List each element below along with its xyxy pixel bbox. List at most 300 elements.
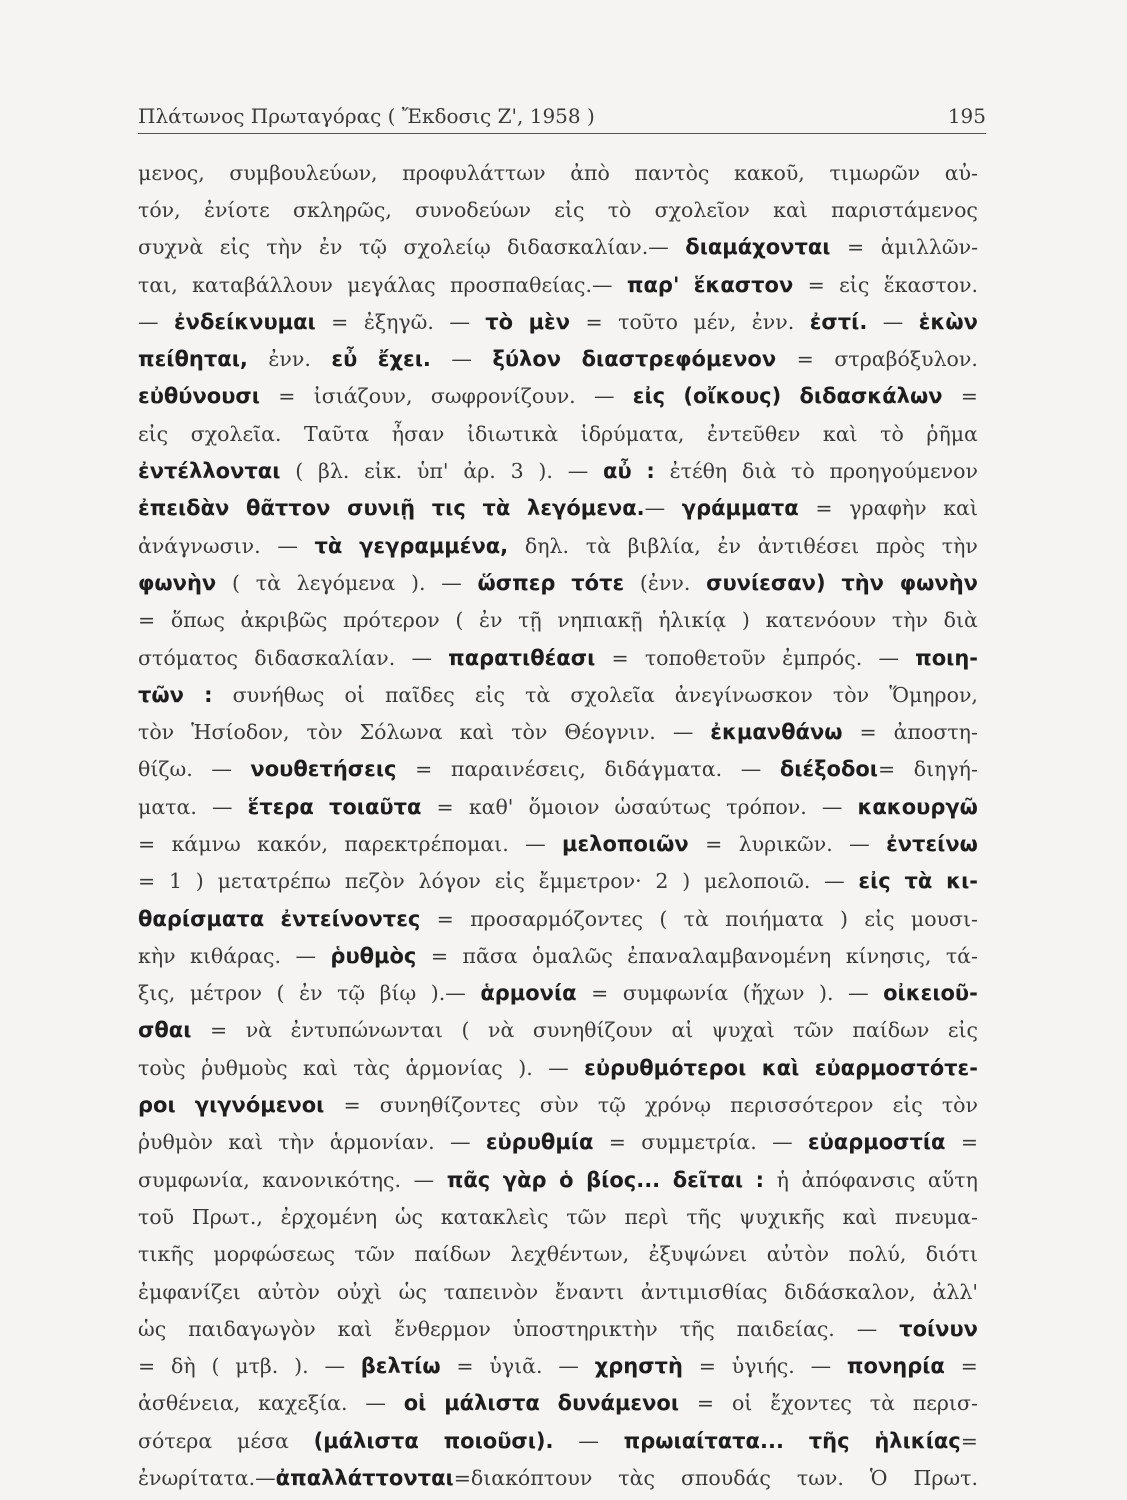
gloss-word: σχολεῖα. <box>190 421 282 446</box>
gloss-word: σὺν <box>539 1093 579 1118</box>
gloss-word: τά- <box>945 943 978 968</box>
text-line <box>138 825 978 862</box>
gloss-word: τῶν <box>566 1204 607 1229</box>
lemma-term: τὰ <box>314 533 343 558</box>
text-line <box>138 639 978 676</box>
gloss-word: τρόπον. <box>726 794 807 819</box>
gloss-word: παραινέσεις, <box>450 757 586 782</box>
gloss-word: χρόνῳ <box>645 1093 712 1118</box>
lemma-term: λεγόμενα. <box>527 496 645 521</box>
gloss-word: — <box>525 831 546 856</box>
gloss-word: = <box>591 981 609 1006</box>
word-group <box>527 496 665 520</box>
gloss-word: συμφωνία <box>622 981 729 1006</box>
gloss-word: καὶ <box>228 1130 264 1155</box>
gloss-word: = <box>430 943 449 968</box>
gloss-word: καὶ <box>337 1316 373 1341</box>
lemma-term: συνιῇ <box>347 496 416 521</box>
gloss-word: αὐτὸν <box>257 1279 320 1304</box>
gloss-word: ) <box>682 869 691 894</box>
lemma-term: δυνάμενοι <box>557 1391 680 1416</box>
lemma-term: τοιαῦτα <box>328 794 422 819</box>
gloss-word: παίδων <box>852 1018 930 1043</box>
gloss-word: ἐντυπώνωνται <box>290 1018 443 1043</box>
gloss-word: = <box>415 757 433 782</box>
gloss-word: ἀνεγίνωσκον <box>674 682 813 707</box>
gloss-word: γραφὴν <box>849 496 927 521</box>
gloss-word: τῷ <box>337 981 366 1006</box>
lemma-term: ὁ <box>559 1167 574 1192</box>
gloss-word: καθ' <box>468 794 514 819</box>
gloss-word: (ἐνν. <box>639 570 691 595</box>
gloss-word: στόματος <box>138 645 239 670</box>
header-rule <box>138 133 986 134</box>
lemma-term: : <box>646 459 655 484</box>
gloss-word: — <box>772 1130 793 1155</box>
gloss-word: των. <box>796 1466 844 1491</box>
gloss-word: μελοποιῶ. <box>703 869 811 894</box>
gloss-word: οἱ <box>344 682 365 707</box>
gloss-word: δηλ. <box>524 533 570 558</box>
lemma-term: ποιη- <box>915 645 978 670</box>
gloss-word: — <box>882 309 904 334</box>
text-line <box>138 900 978 937</box>
lemma-term: θᾶττον <box>246 496 331 521</box>
gloss-word: μέσα <box>237 1428 289 1453</box>
gloss-word: — <box>849 831 870 856</box>
gloss-word: τῆς <box>679 1316 715 1341</box>
gloss-word: αὐ- <box>944 160 978 185</box>
lemma-term: ἐπειδὰν <box>138 496 230 521</box>
lemma-term: παρ' <box>626 272 680 297</box>
gloss-word: ἀκριβῶς <box>240 608 328 633</box>
gloss-word: ἐντεῦθεν <box>707 421 801 446</box>
gloss-word: ἐνν. <box>268 347 311 372</box>
gloss-word: δὴ <box>171 1354 196 1379</box>
gloss-word: = <box>705 831 723 856</box>
text-line <box>138 1049 978 1086</box>
lemma-term: ἐντείνω <box>886 831 978 856</box>
gloss-word: ). <box>518 1055 533 1080</box>
gloss-word: ἰδιωτικὰ <box>466 421 559 446</box>
gloss-word: ὡσαύτως <box>614 794 712 819</box>
gloss-word: οὐχὶ <box>336 1279 382 1304</box>
text-line <box>138 1012 978 1049</box>
lemma-term: διδασκάλων <box>799 384 943 409</box>
gloss-word: εἰς <box>892 1093 923 1118</box>
lemma-term: εὖ <box>331 347 358 372</box>
gloss-word: διδάγματα. <box>604 757 723 782</box>
gloss-word: =διακόπτουν <box>453 1466 593 1491</box>
gloss-word: ἐνν. <box>751 309 795 334</box>
gloss-word: ἁρμονίαν. <box>329 1130 435 1155</box>
lemma-term: εἰς <box>632 384 666 409</box>
gloss-word: ἐν <box>478 608 503 633</box>
gloss-word: ( <box>276 981 285 1006</box>
lemma-term: ἕκαστον <box>693 272 794 297</box>
gloss-word: τοῦ <box>138 1204 175 1229</box>
gloss-word: τοποθετοῦν <box>644 645 766 670</box>
gloss-word: καὶ <box>459 720 495 745</box>
gloss-word: μετατρέπω <box>217 869 331 894</box>
gloss-word: τὴν <box>891 608 929 633</box>
lemma-term: συνίεσαν) <box>706 570 826 595</box>
lemma-term: τις <box>431 496 466 521</box>
lemma-term: : <box>204 682 213 707</box>
gloss-word: εἰς <box>219 235 250 260</box>
gloss-word: καὶ <box>943 496 978 521</box>
lemma-term: τὸ <box>485 309 514 334</box>
gloss-word: ) <box>741 608 750 633</box>
gloss-word: = <box>815 496 833 521</box>
lemma-term: εὐθύνουσι <box>138 384 260 409</box>
gloss-word: βλ. <box>318 459 350 484</box>
text-line <box>138 1086 978 1123</box>
lemma-term: ἔχει. <box>377 347 431 372</box>
gloss-word: κιθάρας. <box>190 943 281 968</box>
lemma-term: πονηρία <box>846 1354 945 1379</box>
gloss-word: ἀνάγνωσιν. <box>138 533 261 558</box>
gloss-word: τὰ <box>585 533 611 558</box>
gloss-word: — <box>413 1167 435 1192</box>
lemma-term: τὰ <box>904 869 933 894</box>
gloss-word: θίζω. <box>138 757 193 782</box>
gloss-word: ὡς <box>398 1279 427 1304</box>
gloss-word: ὑγιᾶ. <box>489 1354 543 1379</box>
lemma-term: τὴν <box>841 570 884 595</box>
gloss-word: = <box>960 1354 978 1379</box>
gloss-word: Ὁ <box>869 1466 888 1491</box>
gloss-word: παρεκτρέπομαι. <box>344 831 509 856</box>
gloss-word: ἀπὸ <box>570 160 610 185</box>
gloss-word: μουσι- <box>910 906 978 931</box>
lemma-term: φωνὴν <box>138 570 217 595</box>
gloss-word: — <box>593 384 615 409</box>
gloss-word: ὡς <box>394 1204 424 1229</box>
gloss-word: εἰς <box>839 272 870 297</box>
text-line <box>138 1198 978 1235</box>
gloss-word: διδασκαλίαν.— <box>507 235 669 260</box>
gloss-word: εἰκ. <box>364 459 403 484</box>
gloss-word: τὴν <box>266 235 303 260</box>
gloss-word: διὰ <box>742 459 777 484</box>
text-line <box>138 1161 978 1198</box>
gloss-word: = <box>436 906 454 931</box>
gloss-word: συμφωνία, <box>138 1167 250 1192</box>
text-line <box>138 863 978 900</box>
gloss-word: τὰς <box>353 1055 390 1080</box>
gloss-word: = <box>436 794 454 819</box>
gloss-word: πεζὸν <box>344 869 405 894</box>
gloss-word: νὰ <box>488 1018 515 1043</box>
gloss-word: ἡλικίᾳ <box>658 608 727 633</box>
gloss-word: καὶ <box>773 197 808 222</box>
gloss-word: ).— <box>430 981 466 1006</box>
gloss-word: Ἡσίοδον, <box>191 720 290 745</box>
gloss-word: ( <box>461 1018 470 1043</box>
gloss-word: ἀρ. <box>463 459 496 484</box>
gloss-word: — <box>211 757 232 782</box>
text-line <box>138 415 978 452</box>
word-group <box>780 757 895 781</box>
lemma-term: γὰρ <box>502 1167 547 1192</box>
gloss-word: περὶ <box>624 1204 669 1229</box>
gloss-word: εἰς <box>494 869 525 894</box>
gloss-word: Θέογνιν. <box>564 720 656 745</box>
gloss-word: = <box>960 1428 978 1453</box>
gloss-word: πᾶσα <box>462 943 518 968</box>
text-line <box>138 340 978 377</box>
lemma-term: πρωιαίτατα... <box>623 1428 784 1453</box>
gloss-word: — <box>740 757 762 782</box>
gloss-word: τὰ <box>869 1391 895 1416</box>
gloss-word: ἐμφανίζει <box>138 1279 241 1304</box>
gloss-word: = <box>847 235 865 260</box>
gloss-word: ἕκαστον. <box>883 272 978 297</box>
gloss-word: στραβόξυλον. <box>834 347 978 372</box>
gloss-word: ἔχοντες <box>770 1391 852 1416</box>
text-line <box>138 713 978 750</box>
gloss-word: ἐνωρίτατα.— <box>138 1466 276 1491</box>
gloss-word: — <box>365 1391 386 1416</box>
running-header <box>138 96 986 128</box>
gloss-word: τῷ <box>597 1093 626 1118</box>
gloss-word: λυρικῶν. <box>738 831 833 856</box>
lemma-term: ἑκὼν <box>918 309 978 334</box>
gloss-word: τόν, <box>138 197 181 222</box>
gloss-word: ἐν <box>299 981 323 1006</box>
lemma-term: μάλιστα <box>444 1391 540 1416</box>
gloss-word: ὑπ' <box>416 459 449 484</box>
lemma-term: ποιοῦσι). <box>443 1428 554 1453</box>
gloss-word: διδάσκαλον, <box>784 1279 916 1304</box>
gloss-word: ( <box>295 459 304 484</box>
gloss-word: = <box>960 384 978 409</box>
gloss-word: κίνησις, <box>845 943 932 968</box>
gloss-word: ἐν <box>318 235 343 260</box>
gloss-word: ται, <box>138 272 178 297</box>
text-line <box>138 1459 978 1496</box>
gloss-word: κακοῦ, <box>734 160 805 185</box>
gloss-word: — <box>451 347 472 372</box>
gloss-word: ( <box>211 1354 220 1379</box>
gloss-word: ταπεινὸν <box>443 1279 539 1304</box>
lemma-term: ἁρμονία <box>480 981 577 1006</box>
gloss-word: ὅπως <box>170 608 225 633</box>
gloss-word: — <box>138 309 159 334</box>
gloss-word: ). <box>819 981 834 1006</box>
gloss-word: ( <box>659 906 668 931</box>
gloss-word: σκληρῶς, <box>293 197 392 222</box>
gloss-word: — <box>411 645 432 670</box>
lemma-term: πᾶς <box>446 1167 491 1192</box>
text-line <box>138 1273 978 1310</box>
gloss-word: εἰς <box>474 682 506 707</box>
lemma-term: τότε <box>571 570 625 595</box>
gloss-word: ἀποστη- <box>893 720 978 745</box>
gloss-word: τῶν <box>354 1242 395 1267</box>
text-line <box>138 266 978 303</box>
lemma-term: γιγνόμενοι <box>194 1093 325 1118</box>
lemma-term: εὐρυθμία <box>485 1130 594 1155</box>
gloss-word: ἰσιάζουν, <box>313 384 413 409</box>
gloss-word: = <box>343 1093 361 1118</box>
gloss-word: ) <box>195 869 204 894</box>
gloss-word: 3 <box>510 459 524 484</box>
header-title: Πλάτωνος Πρωταγόρας ( Ἔκδοσις Ζ', 1958 ) <box>138 104 595 128</box>
gloss-word: = <box>456 1354 474 1379</box>
gloss-word: πρὸς <box>875 533 926 558</box>
gloss-word: παντὸς <box>634 160 710 185</box>
gloss-word: — <box>824 869 845 894</box>
lemma-term: ἀπαλλάττονται <box>275 1466 454 1491</box>
gloss-word: συμμετρία. <box>641 1130 757 1155</box>
gloss-word: σπουδάς <box>680 1466 771 1491</box>
gloss-word: σχολεῖον <box>654 197 750 222</box>
gloss-word: τὰ <box>255 570 281 595</box>
gloss-word: τῶν <box>793 1018 834 1043</box>
gloss-word: Σόλωνα <box>359 720 443 745</box>
gloss-word: ἀσθένεια, <box>138 1391 241 1416</box>
gloss-word: — <box>848 981 869 1006</box>
gloss-word: ἐξηγῶ. <box>363 309 434 334</box>
gloss-word: = <box>960 1130 978 1155</box>
lemma-term: τὰ <box>482 496 511 521</box>
gloss-word: = <box>138 608 156 633</box>
lemma-term: πείθηται, <box>138 347 248 372</box>
gloss-word: = <box>138 831 156 856</box>
gloss-word: ). <box>538 459 553 484</box>
lemma-term: ροι <box>138 1093 176 1118</box>
gloss-word: προσαρμόζοντες <box>470 906 643 931</box>
lemma-term: ἐστί. <box>809 309 868 334</box>
gloss-word: σότερα <box>138 1428 213 1453</box>
gloss-word: ξις, <box>138 981 176 1006</box>
gloss-word: ). <box>294 1354 309 1379</box>
gloss-word: εἰς <box>138 421 169 446</box>
lemma-term: : <box>755 1167 765 1192</box>
gloss-word: ὅμοιον <box>528 794 600 819</box>
lemma-term: ἐκμανθάνω <box>710 720 843 745</box>
gloss-word: = <box>807 272 825 297</box>
gloss-word: λόγον <box>418 869 481 894</box>
lemma-term: ἡλικίας <box>874 1428 961 1453</box>
text-line <box>138 1422 978 1459</box>
gloss-word: ἔνθερμον <box>394 1316 491 1341</box>
gloss-word: — <box>441 570 462 595</box>
text-line <box>138 1236 978 1273</box>
gloss-word: μέν, <box>693 309 737 334</box>
gloss-word: παίδων <box>414 1242 492 1267</box>
gloss-word: πρότερον <box>342 608 440 633</box>
gloss-word: σωφρονίζουν. <box>430 384 576 409</box>
gloss-word: συνοδεύων <box>415 197 532 222</box>
gloss-word: ῥῆμα <box>926 421 978 446</box>
text-line <box>138 1124 978 1161</box>
gloss-word: = <box>696 1391 715 1416</box>
gloss-word: τὴν <box>278 1130 315 1155</box>
gloss-word: εἰς <box>554 197 585 222</box>
gloss-word: ) <box>840 906 849 931</box>
lemma-term: ἐντείνοντες <box>280 906 421 931</box>
lemma-term: ξύλον <box>492 347 562 372</box>
gloss-word: = <box>611 645 629 670</box>
gloss-word: πολύ, <box>848 1242 907 1267</box>
gloss-word: ποιήματα <box>725 906 824 931</box>
gloss-word: μορφώσεως <box>213 1242 335 1267</box>
lemma-term: ἕτερα <box>247 794 314 819</box>
gloss-word: τῆς <box>686 1204 722 1229</box>
gloss-word: ). <box>410 570 426 595</box>
text-line <box>138 154 978 191</box>
gloss-word: = <box>331 309 349 334</box>
gloss-word: κανονικότης. <box>262 1167 402 1192</box>
gloss-word: εἰς <box>947 1018 978 1043</box>
word-group <box>138 1466 592 1490</box>
gloss-word: παῖδες <box>384 682 455 707</box>
gloss-word: ῥυθμὸν <box>138 1130 213 1155</box>
gloss-word: τοὺς <box>138 1055 186 1080</box>
body-text <box>138 154 978 1497</box>
text-line <box>138 1348 978 1385</box>
gloss-word: τικῆς <box>138 1242 194 1267</box>
gloss-word: ἐνίοτε <box>203 197 270 222</box>
gloss-word: Πρωτ. <box>913 1466 978 1491</box>
gloss-word: διὰ <box>943 608 978 633</box>
gloss-word: τὰ <box>525 682 551 707</box>
lemma-term: εὐαρμοστότε- <box>814 1055 978 1080</box>
gloss-word: = <box>278 384 296 409</box>
gloss-word: διδασκαλίαν. <box>254 645 396 670</box>
gloss-word: — <box>211 794 233 819</box>
gloss-word: ψυχικῆς <box>739 1204 825 1229</box>
gloss-word: = <box>796 347 814 372</box>
gloss-word: = <box>209 1018 228 1043</box>
gloss-word: Ταῦτα <box>304 421 370 446</box>
gloss-word: τιμωρῶν <box>829 160 921 185</box>
gloss-word: ἁμιλλῶν- <box>880 235 978 260</box>
gloss-word: ὁμαλῶς <box>532 943 613 968</box>
lemma-term: κακουργῶ <box>857 794 978 819</box>
lemma-term: (οἴκους) <box>683 384 782 409</box>
gloss-word: μτβ. <box>235 1354 279 1379</box>
gloss-word: — <box>449 1130 471 1155</box>
gloss-word: παιδείας. <box>736 1316 835 1341</box>
lemma-term: τῶν <box>138 682 184 707</box>
gloss-word: — <box>644 496 666 521</box>
lemma-term: μὲν <box>528 309 571 334</box>
gloss-word: τὸ <box>880 421 904 446</box>
lemma-term: καὶ <box>761 1055 800 1080</box>
lemma-term: δεῖται <box>672 1167 744 1192</box>
gloss-word: κακόν, <box>257 831 328 856</box>
gloss-word: = <box>585 309 603 334</box>
gloss-word: παριστάμενος <box>831 197 978 222</box>
gloss-word: — <box>578 1428 599 1453</box>
lemma-term: βελτίω <box>360 1354 441 1379</box>
lemma-term: ὥσπερ <box>477 570 556 595</box>
gloss-word: ἔναντι <box>554 1279 625 1304</box>
gloss-word: καὶ <box>842 1204 878 1229</box>
gloss-word: καχεξία. <box>258 1391 348 1416</box>
gloss-word: διηγή- <box>913 757 978 782</box>
lemma-term: διέξοδοι <box>779 757 878 782</box>
gloss-word: ὡς <box>138 1316 167 1341</box>
gloss-word: περισσότερον <box>730 1093 874 1118</box>
lemma-term: φωνὴν <box>899 570 978 595</box>
text-line <box>138 229 978 266</box>
gloss-word: τὸν <box>138 720 175 745</box>
